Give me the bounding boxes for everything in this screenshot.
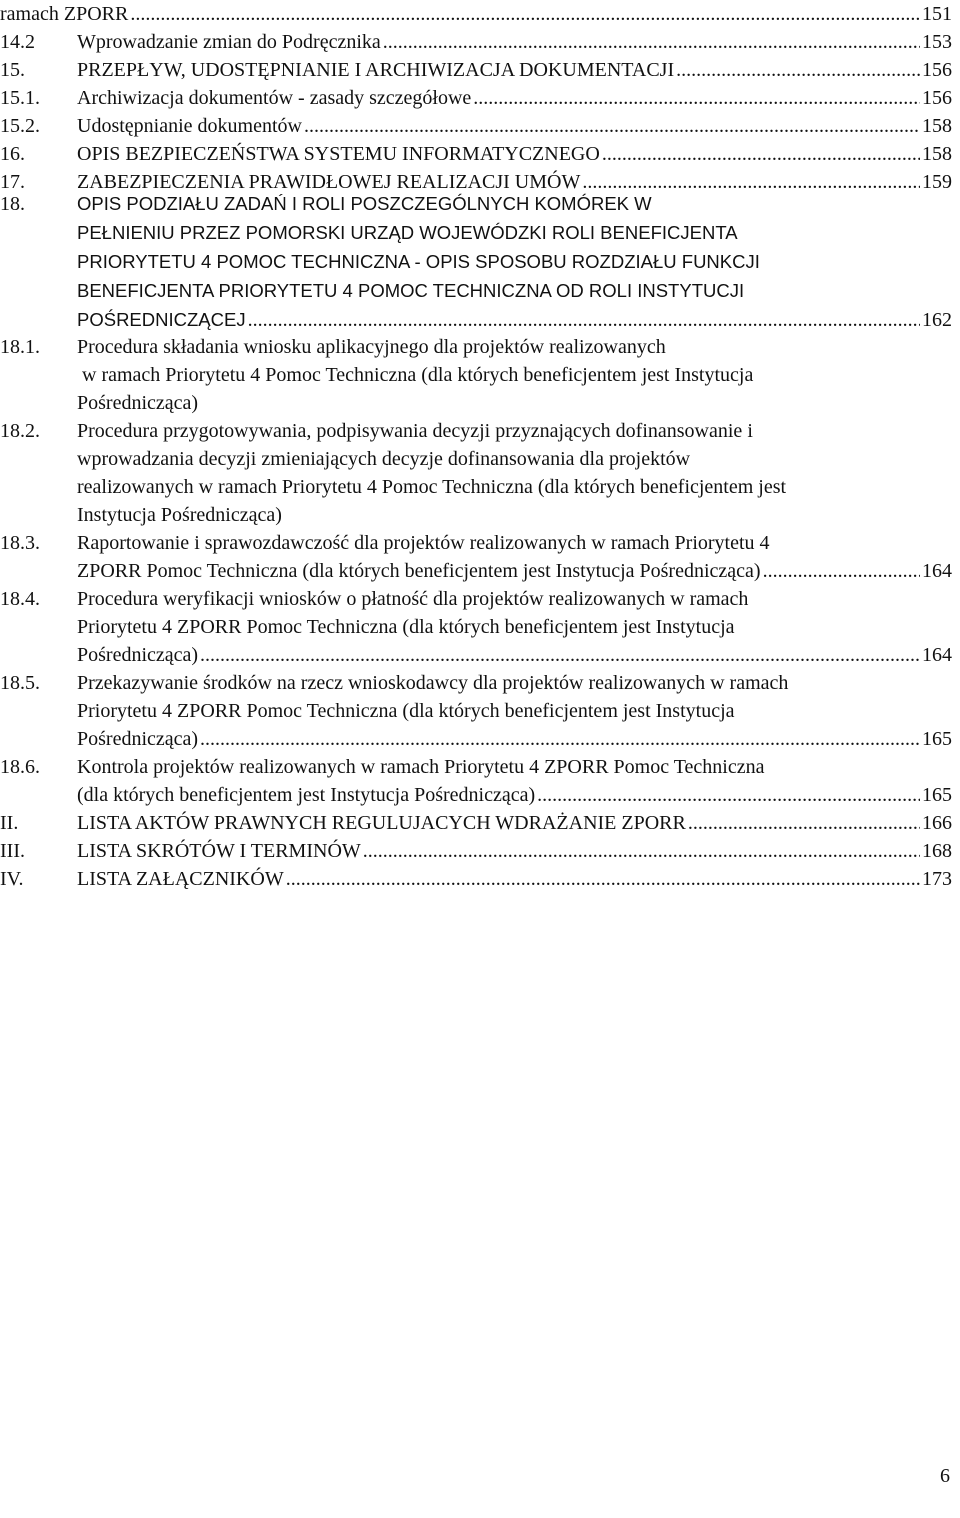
toc-entry-number: 15.1. xyxy=(0,87,40,109)
toc-page-number: 162 xyxy=(922,309,952,331)
toc-entry-text: LISTA ZAŁĄCZNIKÓW xyxy=(77,868,284,890)
dot-leader xyxy=(130,0,920,28)
toc-entry-text: LISTA AKTÓW PRAWNYCH REGULUJACYCH WDRAŻANIE ZPORR xyxy=(77,812,686,834)
toc-entry-text: PRZEPŁYW, UDOSTĘPNIANIE I ARCHIWIZACJA DOKUMENTACJI xyxy=(77,59,675,81)
toc-line xyxy=(0,0,952,28)
dot-leader xyxy=(200,725,920,753)
toc-line: Pośrednicząca) xyxy=(77,392,199,414)
toc-page-number: 159 xyxy=(922,171,952,193)
dot-leader xyxy=(248,306,920,334)
toc-line xyxy=(77,725,952,753)
dot-leader xyxy=(383,28,920,56)
toc-entry-text: Pośrednicząca) xyxy=(77,728,199,750)
toc-line: Procedura przygotowywania, podpisywania decyzji przyznających dofinansowanie i xyxy=(77,420,753,442)
toc-line xyxy=(77,781,952,809)
toc-line: PRIORYTETU 4 POMOC TECHNICZNA - OPIS SPOSOBU ROZDZIAŁU FUNKCJI xyxy=(77,251,760,272)
toc-line: PEŁNIENIU PRZEZ POMORSKI URZĄD WOJEWÓDZKI ROLI BENEFICJENTA xyxy=(77,222,738,243)
dot-leader xyxy=(286,865,920,893)
toc-line: Priorytetu 4 ZPORR Pomoc Techniczna (dla których beneficjentem jest Instytucja xyxy=(77,700,735,722)
toc-entry-text: ZABEZPIECZENIA PRAWIDŁOWEJ REALIZACJI UMÓW xyxy=(77,171,581,193)
toc-page-number: 168 xyxy=(922,840,952,862)
dot-leader xyxy=(763,557,920,585)
dot-leader xyxy=(304,112,920,140)
toc-line xyxy=(77,306,952,334)
toc-line xyxy=(77,641,952,669)
toc-line: wprowadzania decyzji zmieniających decyzje dofinansowania dla projektów xyxy=(77,448,691,470)
toc-entry-number: 18.4. xyxy=(0,588,40,610)
toc-entry-number: 18.3. xyxy=(0,532,40,554)
toc-entry-number: II. xyxy=(0,812,19,834)
toc-entry-number: 18. xyxy=(0,193,25,215)
dot-leader xyxy=(537,781,920,809)
toc-entry-number: 18.5. xyxy=(0,672,40,694)
toc-entry-number: 14.2 xyxy=(0,31,35,53)
page-number: 6 xyxy=(940,1465,950,1487)
toc-line xyxy=(77,28,952,56)
toc-page-number: 164 xyxy=(922,644,952,666)
toc-page-number: 158 xyxy=(922,115,952,137)
toc-entry-number: 16. xyxy=(0,143,25,165)
toc-entry-number: 18.6. xyxy=(0,756,40,778)
toc-page-number: 165 xyxy=(922,784,952,806)
dot-leader xyxy=(688,809,920,837)
toc-line xyxy=(77,140,952,168)
toc-entry-text: Pośrednicząca) xyxy=(77,644,199,666)
toc-page-number: 153 xyxy=(922,31,952,53)
toc-entry-text: (dla których beneficjentem jest Instytucja Pośrednicząca) xyxy=(77,784,536,806)
toc-entry-number: 17. xyxy=(0,171,25,193)
toc-line: Procedura składania wniosku aplikacyjnego dla projektów realizowanych xyxy=(77,336,666,358)
toc-line xyxy=(77,84,952,112)
toc-line: OPIS PODZIAŁU ZADAŃ I ROLI POSZCZEGÓLNYCH KOMÓREK W xyxy=(77,193,652,214)
dot-leader xyxy=(200,641,920,669)
toc-page-number: 151 xyxy=(922,3,952,25)
dot-leader xyxy=(473,84,920,112)
toc-entry-number: 15.2. xyxy=(0,115,40,137)
toc-page-number: 158 xyxy=(922,143,952,165)
toc-entry-text: ramach ZPORR xyxy=(0,3,129,25)
toc-line: Przekazywanie środków na rzecz wnioskodawcy dla projektów realizowanych w ramach xyxy=(77,672,789,694)
toc-entry-number: 18.1. xyxy=(0,336,40,358)
toc-line xyxy=(77,837,952,865)
toc-page-number: 164 xyxy=(922,560,952,582)
toc-line: Raportowanie i sprawozdawczość dla projektów realizowanych w ramach Priorytetu 4 xyxy=(77,532,770,554)
toc-entry-text: Udostępnianie dokumentów xyxy=(77,115,302,137)
toc-line: w ramach Priorytetu 4 Pomoc Techniczna (dla których beneficjentem jest Instytucja xyxy=(82,364,754,386)
dot-leader xyxy=(602,140,920,168)
toc-entry-number: 15. xyxy=(0,59,25,81)
toc-line xyxy=(77,865,952,893)
toc-page-number: 165 xyxy=(922,728,952,750)
toc-page-number: 173 xyxy=(922,868,952,890)
toc-line xyxy=(77,56,952,84)
toc-entry-text: Archiwizacja dokumentów - zasady szczegółowe xyxy=(77,87,472,109)
toc-line xyxy=(77,809,952,837)
toc-entry-text: OPIS BEZPIECZEŃSTWA SYSTEMU INFORMATYCZNEGO xyxy=(77,143,600,165)
toc-entry-text: LISTA SKRÓTÓW I TERMINÓW xyxy=(77,840,361,862)
toc-page-number: 156 xyxy=(922,59,952,81)
toc-line xyxy=(77,557,952,585)
toc-line: Instytucja Pośrednicząca) xyxy=(77,504,282,526)
dot-leader xyxy=(363,837,920,865)
toc-page-number: 166 xyxy=(922,812,952,834)
toc-page-number: 156 xyxy=(922,87,952,109)
toc-entry-number: 18.2. xyxy=(0,420,40,442)
toc-entry-number: IV. xyxy=(0,868,24,890)
toc-line: BENEFICJENTA PRIORYTETU 4 POMOC TECHNICZNA OD ROLI INSTYTUCJI xyxy=(77,280,745,301)
toc-line xyxy=(77,112,952,140)
toc-entry-text: ZPORR Pomoc Techniczna (dla których beneficjentem jest Instytucja Pośrednicząca) xyxy=(77,560,761,582)
toc-line: realizowanych w ramach Priorytetu 4 Pomoc Techniczna (dla których beneficjentem jest xyxy=(77,476,787,498)
toc-entry-number: III. xyxy=(0,840,25,862)
toc-entry-text: Wprowadzanie zmian do Podręcznika xyxy=(77,31,381,53)
toc-line: Kontrola projektów realizowanych w ramach Priorytetu 4 ZPORR Pomoc Techniczna xyxy=(77,756,765,778)
dot-leader xyxy=(676,56,920,84)
toc-entry-text: POŚREDNICZĄCEJ xyxy=(77,309,246,330)
toc-line: Priorytetu 4 ZPORR Pomoc Techniczna (dla których beneficjentem jest Instytucja xyxy=(77,616,735,638)
toc-line: Procedura weryfikacji wniosków o płatność dla projektów realizowanych w ramach xyxy=(77,588,749,610)
